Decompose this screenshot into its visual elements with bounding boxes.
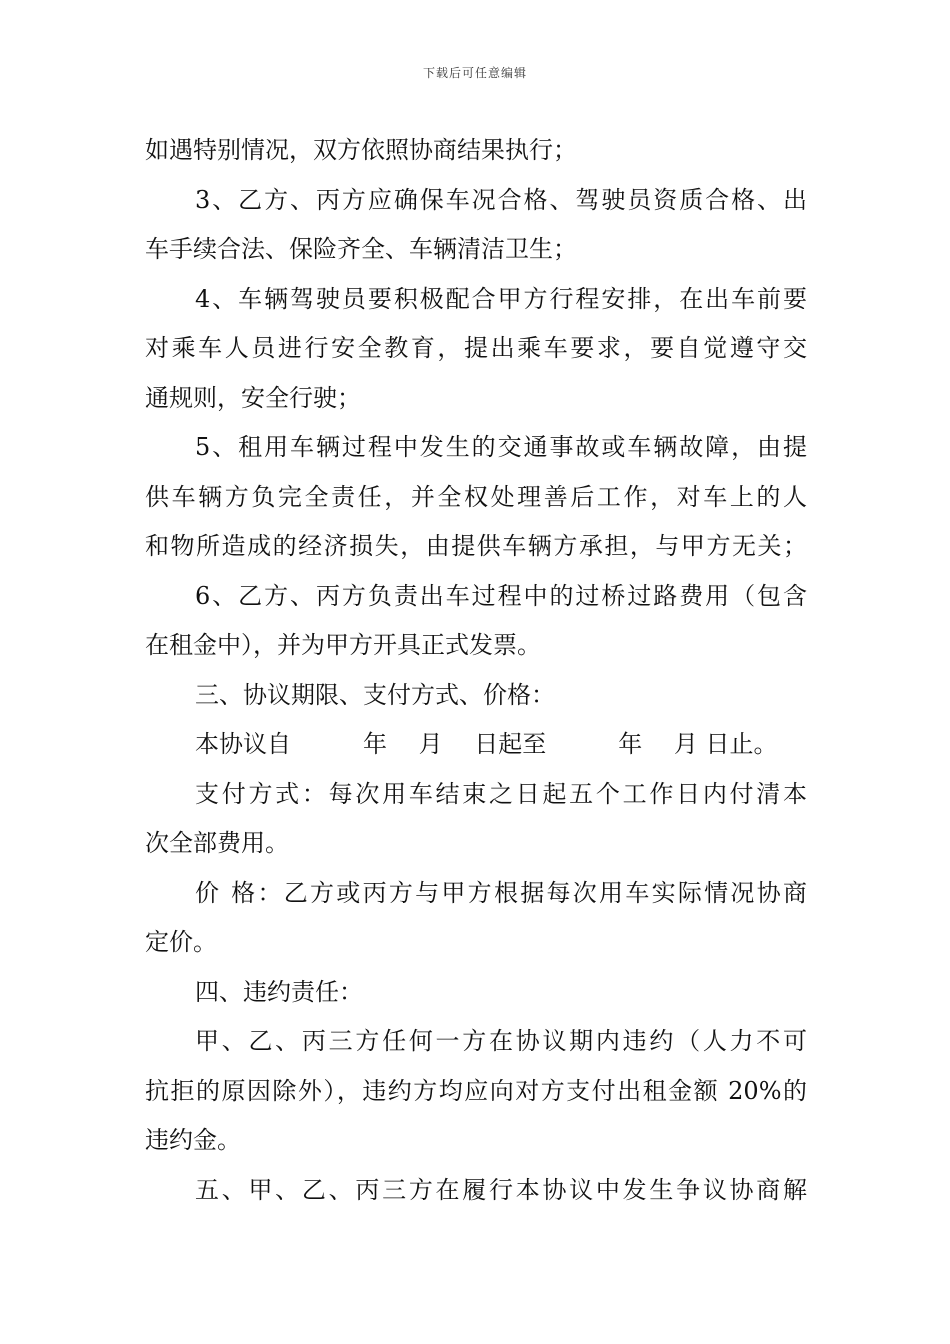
text-line: 和物所造成的经济损失，由提供车辆方承担，与甲方无关； [145,532,807,560]
text-line: 通规则，安全行驶； [145,383,361,412]
text-line: 三、协议期限、支付方式、价格： [195,680,555,709]
text-line: 次全部费用。 [145,829,289,857]
text-line: 如遇特别情况，双方依照协商结果执行； [145,136,577,164]
text-line: 违约金。 [145,1126,241,1154]
text-line: 对乘车人员进行安全教育，提出乘车要求，要自觉遵守交 [145,334,807,362]
text-line: 4、车辆驾驶员要积极配合甲方行程安排，在出车前要 [195,284,807,313]
text-line: 价 格：乙方或丙方与甲方根据每次用车实际情况协商 [195,878,807,907]
text-line: 3、乙方、丙方应确保车况合格、驾驶员资质合格、出 [195,185,807,214]
text-line: 甲、乙、丙三方任何一方在协议期内违约（人力不可 [195,1027,807,1055]
text-line: 五、甲、乙、丙三方在履行本协议中发生争议协商解 [195,1175,807,1204]
text-line: 抗拒的原因除外），违约方均应向对方支付出租金额 20%的 [145,1076,807,1105]
text-line: 6、乙方、丙方负责出车过程中的过桥过路费用（包含 [195,581,807,610]
text-line: 在租金中），并为甲方开具正式发票。 [145,631,541,659]
text-line: 车手续合法、保险齐全、车辆清洁卫生； [145,235,577,263]
text-line: 四、违约责任： [195,977,363,1006]
text-line: 支付方式：每次用车结束之日起五个工作日内付清本 [195,779,807,808]
text-line: 定价。 [145,928,217,956]
text-line: 5、租用车辆过程中发生的交通事故或车辆故障，由提 [195,433,807,461]
text-line: 供车辆方负完全责任，并全权处理善后工作，对车上的人 [145,482,807,511]
page-header: 下载后可任意编辑 [422,66,527,80]
document-body [145,126,807,1215]
text-line: 本协议自 年 月 日起至 年 月 日止。 [195,730,778,758]
